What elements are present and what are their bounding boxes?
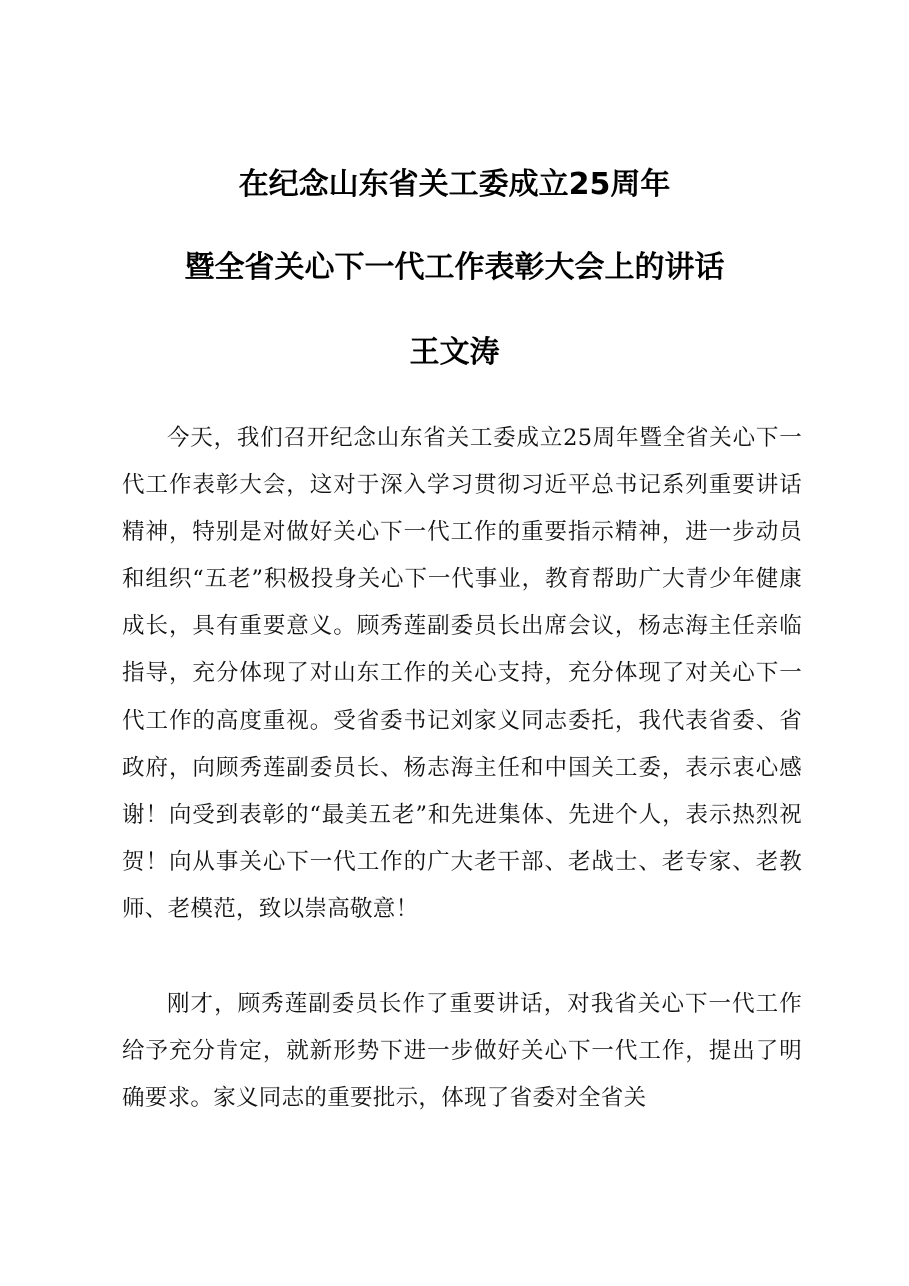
title-line-1: 在纪念山东省关工委成立25周年 [238, 167, 671, 202]
paragraph-2: 刚才，顾秀莲副委员长作了重要讲话，对我省关心下一代工作给予充分肯定，就新形势下进一步做好关心下一代工作，提出了明确要求。家义同志的重要批示，体现了省委对全省关 [122, 991, 802, 1112]
author-name: 王文涛 [409, 335, 500, 370]
paragraph-1: 今天，我们召开纪念山东省关工委成立25周年暨全省关心下一代工作表彰大会，这对于深入学习贯彻习近平总书记系列重要讲话精神，特别是对做好关心下一代工作的重要指示精神，进一步动员和组织“五老”积极投身关心下一代事业，教育帮助广大青少年健康成长，具有重要意义。顾秀莲副委员长出席会议，杨志海主任亲临指导，充分体现了对山东工作的关心支持，充分体现了对关心下一代工作的高度重视。受省委书记刘家义同志委托，我代表省委、省政府，向顾秀莲副委员长、杨志海主任和中国关工委，表示衷心感谢！向受到表彰的“最美五老”和先进集体、先进个人，表示热烈祝贺！向从事关心下一代工作的广大老干部、老战士、老专家、老教师、老模范，致以崇高敬意！ [122, 425, 802, 922]
title-line-2: 暨全省关心下一代工作表彰大会上的讲话 [184, 250, 725, 285]
